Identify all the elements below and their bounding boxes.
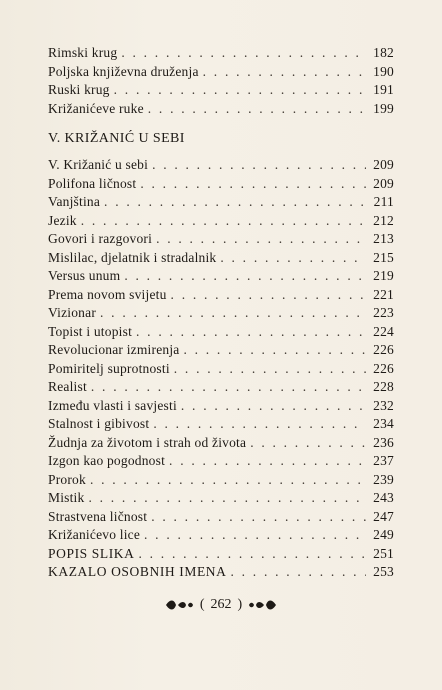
toc-entry xyxy=(48,175,394,194)
toc-entry-page: 182 xyxy=(373,45,394,60)
toc-entry-title: Rimski krug xyxy=(48,45,118,60)
toc-entry-page: 219 xyxy=(373,268,394,283)
dot-leader xyxy=(181,397,366,416)
toc-entry-title: Između vlasti i savjesti xyxy=(48,397,177,413)
toc-entry xyxy=(48,397,394,416)
toc-entry xyxy=(48,100,394,119)
page-footer xyxy=(0,597,442,613)
toc-entry xyxy=(48,81,394,100)
toc-entry xyxy=(48,212,394,231)
toc-entry xyxy=(48,415,394,434)
dot-leader xyxy=(231,563,367,582)
dot-leader xyxy=(144,526,366,545)
toc-entry xyxy=(48,230,394,249)
dot-leader xyxy=(203,63,366,82)
toc-entry-title: Mistik xyxy=(48,490,85,505)
dot-leader xyxy=(171,286,366,305)
page-number: 262 xyxy=(210,597,232,612)
toc-entry-title: Stalnost i gibivost xyxy=(48,416,150,431)
toc-entry xyxy=(48,563,394,582)
dot-leader xyxy=(136,323,366,342)
section-heading: V. KRIŽANIĆ U SEBI xyxy=(48,131,185,146)
toc-entry xyxy=(48,63,394,82)
toc-entry-page: 191 xyxy=(373,82,394,97)
toc-entry-page: 199 xyxy=(373,100,394,116)
toc-entry xyxy=(48,304,394,323)
toc-entry xyxy=(48,286,394,305)
dot-leader xyxy=(148,100,366,119)
dot-leader xyxy=(152,156,366,175)
toc-group-1 xyxy=(48,44,394,118)
toc-group-3 xyxy=(48,545,394,582)
toc-entry xyxy=(48,526,394,545)
toc-entry-title: Revolucionar izmirenja xyxy=(48,342,180,357)
toc-entry xyxy=(48,323,394,342)
dot-leader xyxy=(81,212,366,231)
dot-leader xyxy=(124,267,366,286)
toc-entry xyxy=(48,360,394,379)
toc-entry-page: 190 xyxy=(373,63,394,79)
toc-entry-title: Križanićeve ruke xyxy=(48,100,144,116)
toc-entry-title: Vanjština xyxy=(48,194,101,209)
toc-entry-page: 234 xyxy=(373,416,394,431)
dot-leader xyxy=(139,545,367,564)
toc-entry-page: 228 xyxy=(373,379,394,394)
toc-entry-title: Strastvena ličnost xyxy=(48,508,148,524)
right-bracket: ) xyxy=(237,597,243,612)
right-ornament-icon xyxy=(248,598,278,612)
toc-entry xyxy=(48,508,394,527)
toc-entry xyxy=(48,249,394,268)
dot-leader xyxy=(88,489,366,508)
dot-leader xyxy=(100,304,366,323)
toc-entry xyxy=(48,156,394,175)
toc-entry-page: 247 xyxy=(373,508,394,524)
dot-leader xyxy=(90,471,366,490)
toc-entry xyxy=(48,341,394,360)
toc-entry xyxy=(48,193,394,212)
toc-entry-page: 249 xyxy=(373,527,394,542)
toc-entry-page: 209 xyxy=(373,175,394,191)
toc-entry-page: 211 xyxy=(373,194,394,209)
toc-entry xyxy=(48,44,394,63)
toc-entry xyxy=(48,434,394,453)
toc-entry-title: Govori i razgovori xyxy=(48,231,153,246)
toc-entry xyxy=(48,545,394,564)
toc-entry-page: 239 xyxy=(373,471,394,487)
toc-entry-title: Poljska književna druženja xyxy=(48,63,199,79)
toc-entry-title: Polifona ličnost xyxy=(48,175,137,191)
dot-leader xyxy=(250,434,366,453)
dot-leader xyxy=(140,175,366,194)
dot-leader xyxy=(151,508,366,527)
toc-entry-title: Jezik xyxy=(48,212,77,228)
dot-leader xyxy=(121,44,366,63)
left-bracket: ( xyxy=(199,597,205,612)
toc-entry-page: 243 xyxy=(373,490,394,505)
toc-entry-title: Prorok xyxy=(48,471,86,487)
toc-entry-page: 232 xyxy=(373,397,394,413)
toc-entry-page: 221 xyxy=(373,286,394,302)
toc-entry-page: 226 xyxy=(373,342,394,357)
toc-entry-page: 215 xyxy=(373,249,394,265)
toc-entry xyxy=(48,452,394,471)
toc-entry xyxy=(48,471,394,490)
toc-entry xyxy=(48,267,394,286)
toc-entry-page: 212 xyxy=(373,212,394,228)
left-ornament-icon xyxy=(164,598,194,612)
toc-entry-page: 236 xyxy=(373,434,394,450)
toc-entry-title: Mislilac, djelatnik i stradalnik xyxy=(48,249,217,265)
toc-entry-title: KAZALO OSOBNIH IMENA xyxy=(48,564,227,579)
toc-entry-title: Pomiritelj suprotnosti xyxy=(48,360,170,376)
dot-leader xyxy=(174,360,366,379)
dot-leader xyxy=(104,193,366,212)
toc-entry xyxy=(48,378,394,397)
toc-entry-title: Prema novom svijetu xyxy=(48,286,167,302)
toc-entry-page: 253 xyxy=(373,564,394,579)
toc-entry-page: 213 xyxy=(373,231,394,246)
dot-leader xyxy=(153,415,366,434)
toc-entry-page: 223 xyxy=(373,305,394,320)
toc-entry-title: Ruski krug xyxy=(48,82,110,97)
toc-entry-page: 226 xyxy=(373,360,394,376)
dot-leader xyxy=(220,249,366,268)
toc-entry xyxy=(48,489,394,508)
toc-entry-title: Topist i utopist xyxy=(48,323,133,339)
toc-entry-title: Versus unum xyxy=(48,268,121,283)
dot-leader xyxy=(169,452,366,471)
toc-entry-page: 224 xyxy=(373,323,394,339)
toc-entry-title: Križanićevo lice xyxy=(48,527,141,542)
table-of-contents xyxy=(48,44,394,582)
toc-entry-title: POPIS SLIKA xyxy=(48,545,135,561)
toc-entry-title: Realist xyxy=(48,379,87,394)
toc-entry-title: Izgon kao pogodnost xyxy=(48,453,166,468)
toc-group-2 xyxy=(48,156,394,545)
dot-leader xyxy=(156,230,366,249)
toc-entry-page: 237 xyxy=(373,453,394,468)
toc-entry-page: 209 xyxy=(373,157,394,172)
dot-leader xyxy=(183,341,366,360)
toc-entry-page: 251 xyxy=(373,545,394,561)
dot-leader xyxy=(91,378,366,397)
toc-entry-title: Žudnja za životom i strah od života xyxy=(48,434,247,450)
toc-entry-title: Vizionar xyxy=(48,305,97,320)
dot-leader xyxy=(114,81,366,100)
toc-entry-title: V. Križanić u sebi xyxy=(48,157,149,172)
